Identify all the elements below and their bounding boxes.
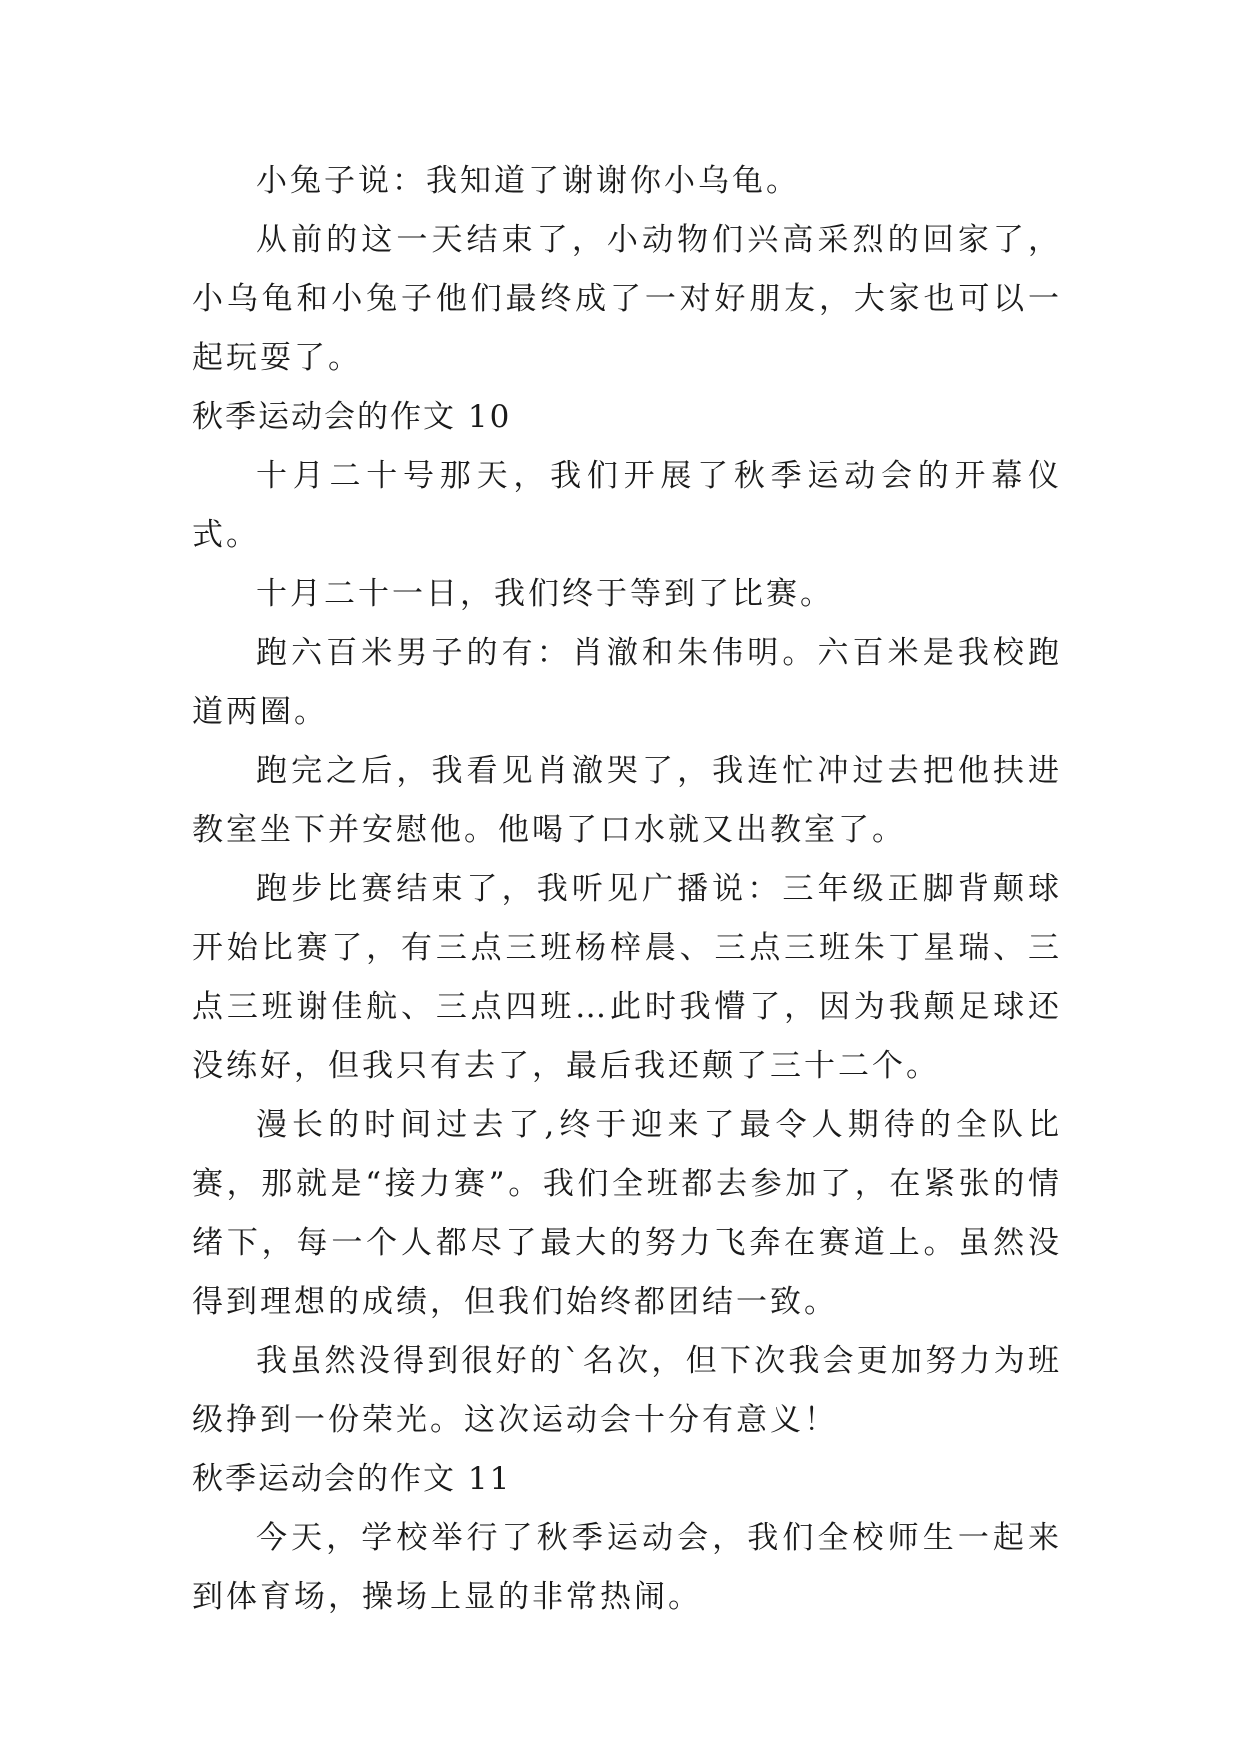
paragraph: 今天，学校举行了秋季运动会，我们全校师生一起来到体育场，操场上显的非常热闹。 (192, 1520, 1062, 1615)
paragraph: 跑完之后，我看见肖澈哭了，我连忙冲过去把他扶进教室坐下并安慰他。他喝了口水就又出教室了。 (192, 753, 1062, 848)
paragraph: 从前的这一天结束了，小动物们兴高采烈的回家了，小乌龟和小兔子他们最终成了一对好朋友，大家也可以一起玩耍了。 (192, 222, 1062, 376)
essay-heading: 秋季运动会的作文 10 (192, 399, 512, 435)
paragraph: 十月二十号那天，我们开展了秋季运动会的开幕仪式。 (192, 458, 1062, 553)
paragraph: 我虽然没得到很好的`名次，但下次我会更加努力为班级挣到一份荣光。这次运动会十分有意义！ (192, 1343, 1062, 1438)
document-body (192, 152, 1062, 1627)
paragraph: 十月二十一日，我们终于等到了比赛。 (256, 576, 834, 612)
paragraph: 跑步比赛结束了，我听见广播说：三年级正脚背颠球开始比赛了，有三点三班杨梓晨、三点三班朱丁星瑞、三点三班谢佳航、三点四班…此时我懵了，因为我颠足球还没练好，但我只有去了，最后我还颠了三十二个。 (192, 871, 1062, 1084)
essay-heading: 秋季运动会的作文 11 (192, 1461, 512, 1497)
paragraph: 小兔子说：我知道了谢谢你小乌龟。 (256, 163, 800, 199)
paragraph: 漫长的时间过去了,终于迎来了最令人期待的全队比赛，那就是“接力赛”。我们全班都去参加了，在紧张的情绪下，每一个人都尽了最大的努力飞奔在赛道上。虽然没得到理想的成绩，但我们始终都团结一致。 (192, 1107, 1062, 1320)
paragraph: 跑六百米男子的有：肖澈和朱伟明。六百米是我校跑道两圈。 (192, 635, 1062, 730)
